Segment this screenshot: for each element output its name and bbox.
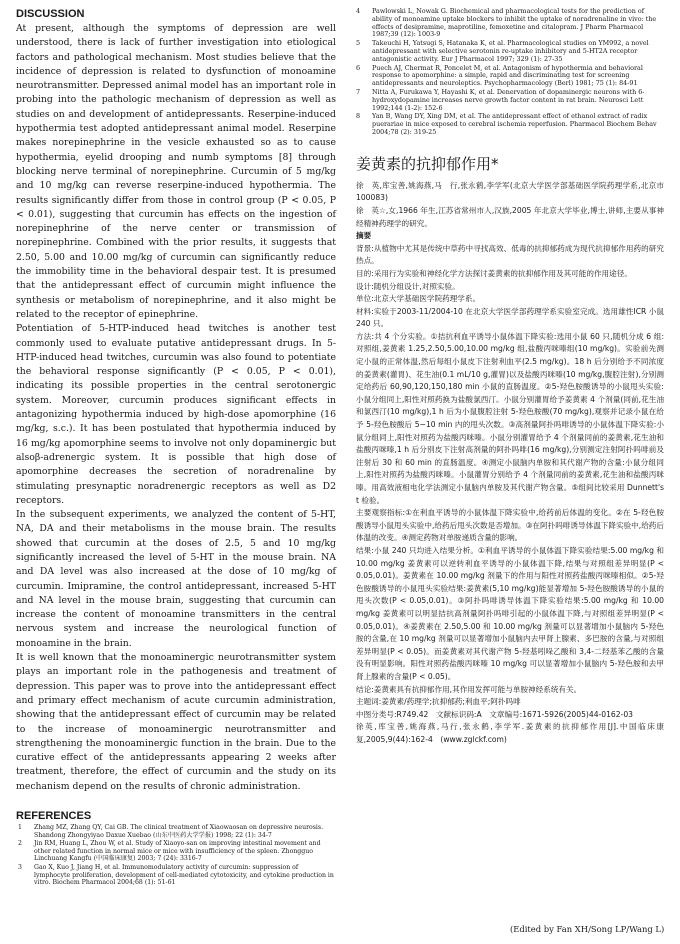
reference-item bbox=[356, 8, 664, 39]
chinese-setting: 单位:北京大学基础医学院药理学系。 bbox=[356, 294, 481, 304]
reference-number: 6 bbox=[356, 63, 361, 72]
reference-item bbox=[356, 89, 664, 112]
reference-number: 5 bbox=[356, 39, 361, 48]
left-column bbox=[16, 8, 336, 888]
chinese-keywords: 主题词:姜黄素/药理学;抗抑郁药;利血平;阿扑吗啡 bbox=[356, 697, 521, 707]
reference-item bbox=[16, 864, 336, 887]
chinese-author-bio: 徐 英☆,女,1966 年生,江苏省常州市人,汉族,2005 年北京大学毕业,博士,讲师,主要从事神经精神药理学的研究。 bbox=[356, 205, 664, 228]
reference-number: 7 bbox=[356, 87, 361, 96]
reference-item bbox=[356, 113, 664, 136]
chinese-classification: 中图分类号:R749.42 文献标识码:A 文章编号:1671-5926(2005)44-0162-03 bbox=[356, 709, 633, 719]
reference-item bbox=[16, 840, 336, 863]
reference-text: Yan B, Wang DY, Xing DM, et al. The antidepressant effect of ethanol extract of radix puerariae in mice exposed to cerebral ischemia reperfusion. Pharmacol Biochem Behav 2004;78 (2): 319-25 bbox=[372, 112, 657, 136]
reference-text: Takeuchi H, Yatsugi S, Hatanaka K, et al. Pharmacological studies on YM992, a novel antidepressant with selective serotonin re-uptake inhibitory and 5-HT2A receptor antagonistic activity. Eur J Pharmacol 1997; 329 (1): 27-35 bbox=[372, 39, 649, 63]
chinese-citation: 徐英,库宝善,姚海燕,马行,张永鹤,李学军.姜黄素的抗抑郁作用[J].中国临床康复,2005,9(44):162-4 (www.zglckf.com) bbox=[356, 722, 664, 744]
reference-text: Puech AJ, Chermat R, Poncelet M, et al. Antagonism of hypothermia and behavioral response to apomorphine: a simple, rapid and discriminating test for screening antidepressants and neuroleptics. Psychopharmacology (Berl) 1981; 75 (1): 84-91 bbox=[372, 63, 643, 88]
chinese-outcome-measures: 主要观察指标:①在利血平诱导的小鼠体温下降实验中,给药前后体温的变化。②在 5-羟色胺酸诱导小鼠甩头实验中,给药后甩头次数是否增加。③在阿扑吗啡诱导体温下降实验中,给药后体温的改变。④测定药物对单胺递质含量的影响。 bbox=[356, 508, 664, 543]
chinese-materials: 材料:实验于2003-11/2004-10 在北京大学医学部药理学系实验室完成。选用雄性ICR 小鼠240 只。 bbox=[356, 306, 664, 329]
chinese-methods: 方法:共 4 个分实验。①拮抗利血平诱导小鼠体温下降实验:选用小鼠 60 只,随机分成 6 组:对照组,姜黄素 1.25,2.50,5.00,10.00 mg/kg 组,盐酸丙咪嗪组(10 mg/kg)。实验前先测定小鼠的正常体温,然后每组小鼠皮下注射利血平(2.5 mg/kg)。18 h 后分别给予不同浓度的姜黄素(灌胃)、花生油(0.1 mL/10 g,灌胃)以及盐酸丙咪嗪(10 mg/kg,腹腔注射),分别测定给药后 60,90,120,150,180 min 小鼠的直肠温度。②5-羟色胺酸诱导的小鼠甩头实验:小鼠分组同上,阳性对照药换为盐酸氯西汀。小鼠分别灌胃给予姜黄素 4 个剂量(同前,花生油和氯西汀(10 mg/kg),1 h 后为小鼠腹腔注射 5-羟色胺酸(70 mg/kg),观察并记录小鼠在给予 5-羟色胺酸后 5~10 min 内的甩头次数。③高剂量阿扑吗啡诱导的小鼠体温下降实验:小鼠分组同上,阳性对照药为盐酸丙咪嗪。小鼠分别灌胃给予 4 个剂量同前的姜黄素,花生油和盐酸丙咪嗪,1 h 后分别皮下注射高剂量的阿扑吗啡(16 mg/kg),分别测定注射阿扑吗啡前及注射后 30 和 60 min 的直肠温度。④测定小鼠脑内单胺和其代谢产物的含量:小鼠分组同上,阳性对照药为盐酸丙咪嗪。小鼠灌胃分别给予 4 个剂量同前的姜黄素,花生油和盐酸丙咪嗪。用高效液相电化学法测定小鼠脑内单胺及其代谢产物含量。⑤组间比较采用 Dunnett's t 检验。 bbox=[356, 331, 664, 505]
chinese-objective: 目的:采用行为实验和神经化学方法探讨姜黄素的抗抑郁作用及其可能的作用途径。 bbox=[356, 268, 632, 278]
chinese-authors: 徐 英,库宝善,姚海燕,马 行,张永鹤,李学军(北京大学医学部基础医学院药理学系,北京市 100083) bbox=[356, 180, 672, 203]
reference-text: Nitta A, Furukawa Y, Hayashi K, et al. Denervation of dopaminergic neurons with 6-hydroxydopamine increases nerve growth factor content in rat brain. Neurosci Lett 1992;144 (1-2): 152-6 bbox=[372, 87, 645, 112]
chinese-article-title: 姜黄素的抗抑郁作用* bbox=[356, 154, 499, 173]
reference-number: 8 bbox=[356, 112, 361, 121]
reference-number: 3 bbox=[18, 864, 22, 871]
reference-number: 4 bbox=[356, 7, 361, 15]
right-column bbox=[356, 7, 672, 746]
reference-text: Pawlowski L, Nowak G. Biochemical and pharmacological tests for the prediction of ability of monoamine uptake blockers to inhibit the uptake of noradrenaline in vivo: the effects of desipramine, maprotiline, femoxetine and citalopram. J Pharm Pharmacol 1987;39 (12): 1003-9 bbox=[372, 7, 657, 39]
chinese-conclusion: 结论:姜黄素具有抗抑郁作用,其作用发挥可能与单胺神经系统有关。 bbox=[356, 684, 582, 694]
discussion-heading: DISCUSSION bbox=[16, 8, 85, 20]
reference-item bbox=[356, 65, 664, 88]
discussion-paragraph: At present, although the symptoms of depression are well understood, there is lack of further investigation into etiological factors and pathological mechanism. Most studies believe that the incidence of depression is related to dysfunction of monoamine neurotransmitter. Depressed animal model has an important role in probing into the pathologic mechanism of depression as well as studies on and development of antidepressants. Reserpine-induced hypothermia test adopted antidepressant animal model. Reserpine makes norepinephrine in the vesicle exhausted so as to cause hypothermia, eyelid drooping and numb symptoms [8] through blocking nerve terminal of norepinephrine. Curcumin of 5 mg/kg and 10 mg/kg can reverse reserpine-induced hypothermia. The results significantly differ from those in control group (P < 0.05, P < 0.01), suggesting that curcumin has effects on the ingestion of norepinephrine of the nerve center or transmission of norepinephrine. Combined with the prior results, it suggests that 2.50, 5.00 and 10.00 mg/kg of curcumin can significantly reduce the immobility time in the behavioral despair test. It is presumed that the antidepressant effect of curcumin might influence the synthesis or metabolism of norepinephrine, and it also might be related to the receptor of epinephrine. bbox=[16, 23, 336, 320]
reference-text: Gao X, Kuo J, Jiang H, et al. Immunomodulatory activity of curcumin: suppression of lymphocyte proliferation, development of cell-mediated cytotoxicity, and cytokine production in vitro. Biochem Pharmacol 2004;68 (1): 51-61 bbox=[34, 864, 334, 887]
chinese-results: 结果:小鼠 240 只均进入结果分析。①利血平诱导的小鼠体温下降实验结果:5.00 mg/kg 和 10.00 mg/kg 姜黄素可以逆转利血平诱导的小鼠体温下降,结果与对照组差异明显(P < 0.05,0.01)。姜黄素在 10.00 mg/kg 剂量下的作用与阳性对照药盐酸丙咪嗪相似。②5-羟色胺酸诱导的小鼠甩头实验结果:姜黄素(5,10 mg/kg)能显著增加 5-羟色胺酸诱导的小鼠的甩头次数(P < 0.05,0.01)。③阿扑吗啡诱导体温下降实验结果:5.00 mg/kg 和 10.00 mg/kg 姜黄素可以明显拮抗高剂量阿扑吗啡引起的小鼠体温下降,与对照组差异明显(P < 0.05,0.01)。④姜黄素在 2.50,5.00 和 10.00 mg/kg 剂量可以显著增加小鼠脑内 5-羟色胺的含量,在 10 mg/kg 剂量可以显著增加小鼠脑内去甲肾上腺素、多巴胺的含量,与对照组差异明显(P < 0.05)。而姜黄素对其代谢产物 5-羟基吲哚乙酸和 3,4-二羟基苯乙酸的含量没有明显影响。阳性对照药盐酸丙咪嗪 10 mg/kg 可以显著增加小鼠脑内 5-羟色胺和去甲肾上腺素的含量(P < 0.05)。 bbox=[356, 545, 664, 681]
reference-item bbox=[356, 40, 664, 63]
reference-number: 1 bbox=[18, 824, 22, 832]
editor-credit: (Edited by Fan XH/Song LP/Wang L) bbox=[510, 924, 665, 934]
reference-item bbox=[16, 824, 336, 839]
chinese-abstract-heading: 摘要 bbox=[356, 231, 372, 241]
discussion-paragraph: In the subsequent experiments, we analyzed the content of 5-HT, NA, DA and their metabolisms in the mouse brain. The results showed that curcumin at the doses of 2.5, 5 and 10 mg/kg significantly increased the level of 5-HT in the mouse brain. NA and DA level was also increased at the dose of 10 mg/kg of curcumin. Imipramine, the control antidepressant, increased 5-HT and NA level in the mouse brain, suggesting that curcumin can increase the content of monoamine transmitters in the central nervous system and increase the neurological function of monoamine in the brain. bbox=[16, 509, 336, 649]
chinese-background: 背景:从植物中尤其是传统中草药中寻找高效、低毒的抗抑郁药成为现代抗抑郁作用药的研究热点。 bbox=[356, 243, 664, 266]
reference-number: 2 bbox=[18, 840, 22, 848]
reference-text: Zhang MZ, Zhang QY, Cai GB. The clinical treatment of Xiaowaosan on depressive neurosis. Shandong Zhongyiyao Daxue Xuebao (山东中医药大学学报) 1998; 22 (1): 34-7 bbox=[34, 824, 324, 839]
reference-text: Jin RM, Huang L, Zhou W, et al. Study of Xiaoyo-san on improving intestinal movement and other related function in normal mice or mice with insufficiency of the spleen. Zhongguo Linchuang Kangfu (中国临床康复) 2003; 7 (24): 3316-7 bbox=[34, 840, 321, 863]
chinese-design: 设计:随机分组设计,对照实验。 bbox=[356, 281, 460, 291]
discussion-paragraph: Potentiation of 5-HTP-induced head twitches is another test commonly used to evaluate putative antidepressant drugs. In 5-HTP-induced head twitches, curcumin was also found to potentiate the behavioral response significantly (P < 0.05, P < 0.01), indicating its possible properties in the central serotonergic system. Moreover, curcumin produces significant effects in antagonizing hypothermia induced by high-dose apomorphine (16 mg/kg, s.c.). It has been postulated that hypothermia induced by 16 mg/kg apomorphine seems to involve not only dopaminergic but alsoβ-adrenergic system. It is possible that high dose of apomorphine decreases the secretion of noradrenaline by stimulating presynaptic noradrenergic receptors as well as D2 receptors. bbox=[16, 323, 336, 506]
references-heading: REFERENCES bbox=[16, 810, 92, 823]
discussion-paragraph: It is well known that the monoaminergic neurotransmitter system plays an important role in the pathogenesis and treatment of depression. This paper was to prove into the antidepressant effect and primary effect mechanism of acute curcumin administration, showing that the antidepressant effect of curcumin may be related to the increase of monoaminergic neurotransmitter and strengthening the monoaminergic function in the brain. Due to the curative effect of the antidepressants appearing 2 weeks after treatment, therefore, the effect of curcumin and the study on its mechanism depend on the results of chronic administration. bbox=[16, 652, 336, 792]
